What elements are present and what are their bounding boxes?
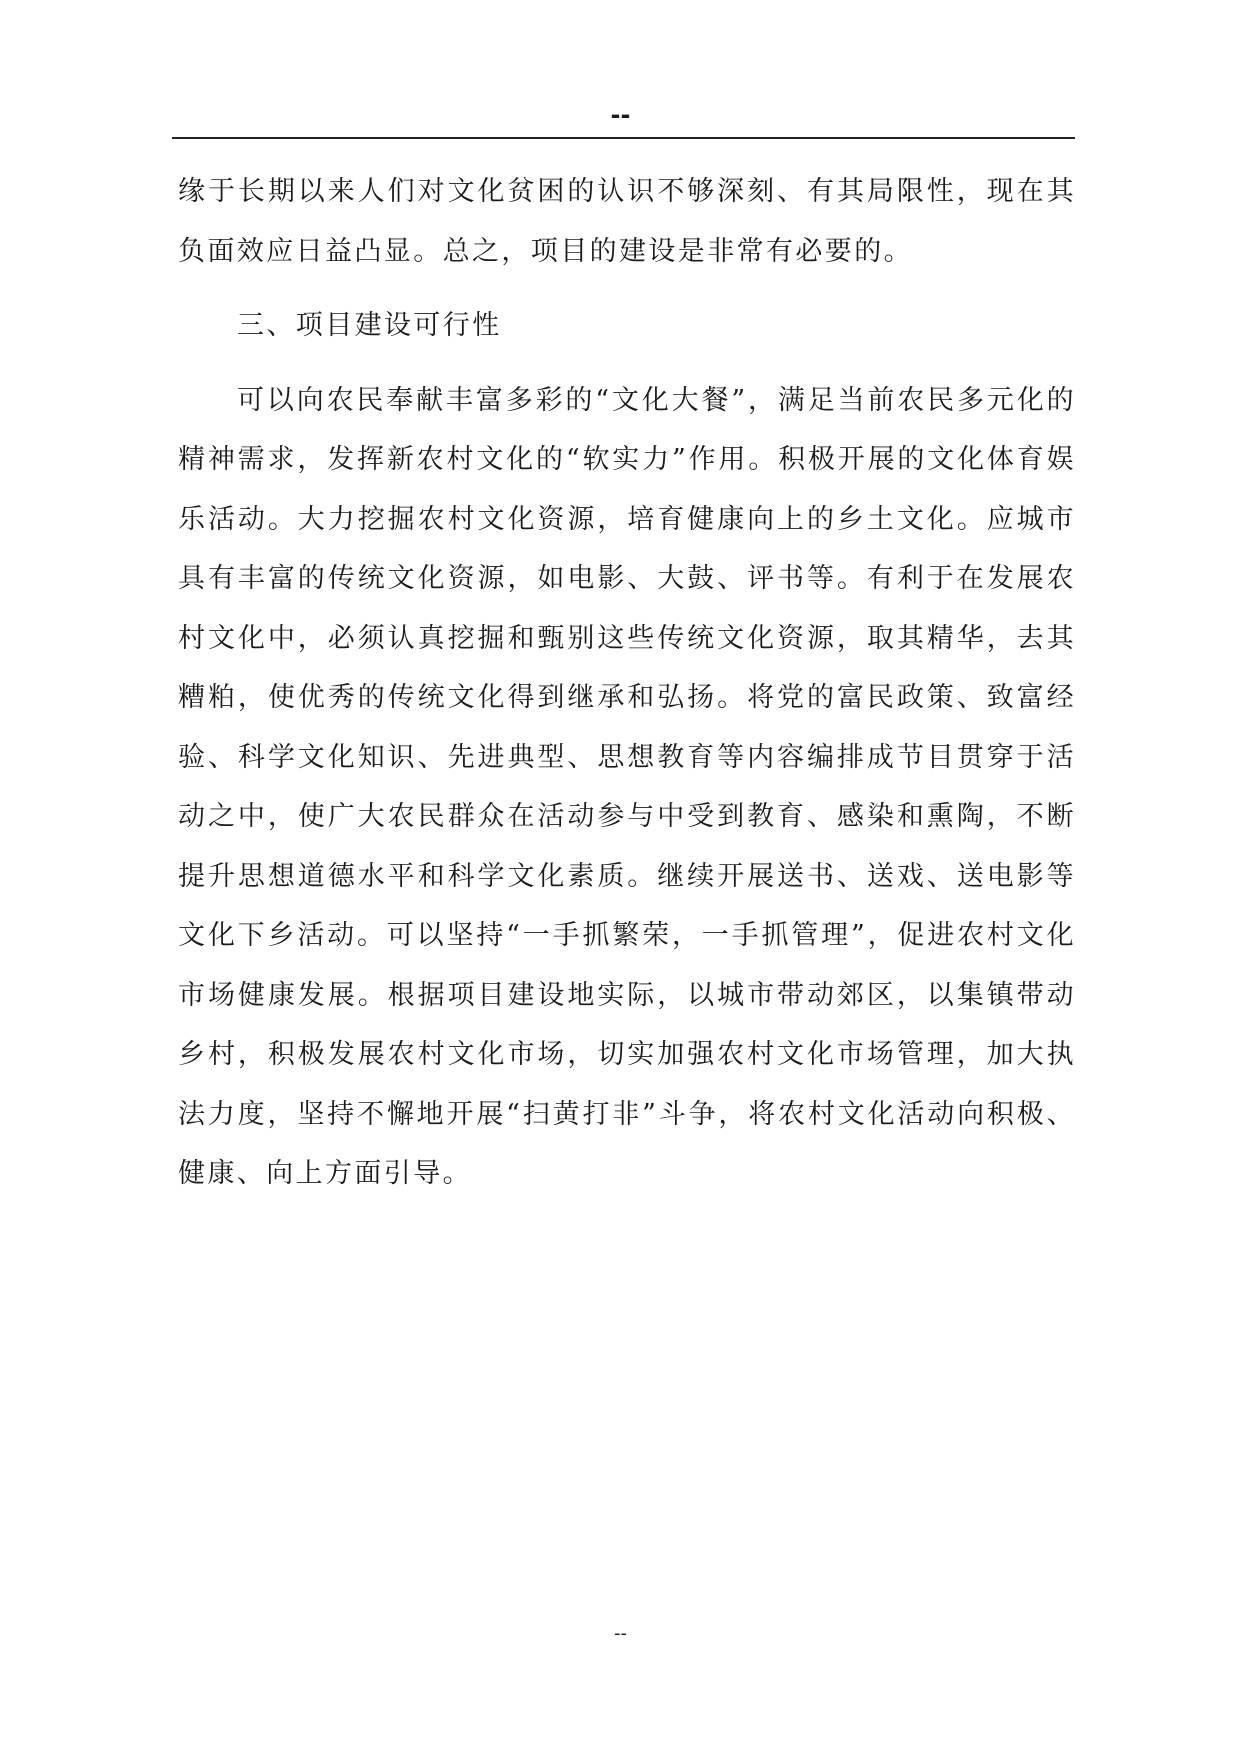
section-heading: 三、项目建设可行性 (237, 310, 502, 341)
paragraph-feasibility: 可以向农民奉献丰富多彩的“文化大餐”，满足当前农民多元化的精神需求，发挥新农村文化的“软实力”作用。积极开展的文化体育娱乐活动。大力挖掘农村文化资源，培育健康向上的乡土文化。应城市具有丰富的传统文化资源，如电影、大鼓、评书等。有利于在发展农村文化中，必须认真挖掘和甄别这些传统文化资源，取其精华，去其糟粕，使优秀的传统文化得到继承和弘扬。将党的富民政策、致富经验、科学文化知识、先进典型、思想教育等内容编排成节目贯穿于活动之中，使广大农民群众在活动参与中受到教育、感染和熏陶，不断提升思想道德水平和科学文化素质。继续开展送书、送戏、送电影等文化下乡活动。可以坚持“一手抓繁荣，一手抓管理”，促进农村文化市场健康发展。根据项目建设地实际，以城市带动郊区，以集镇带动乡村，积极发展农村文化市场，切实加强农村文化市场管理，加大执法力度，坚持不懈地开展“扫黄打非”斗争，将农村文化活动向积极、健康、向上方面引导。 (178, 384, 1076, 1189)
page-header-mark: -- (610, 101, 631, 129)
header-divider (172, 137, 1075, 139)
paragraph-continuation: 缘于长期以来人们对文化贫困的认识不够深刻、有其局限性，现在其负面效应日益凸显。总之，项目的建设是非常有必要的。 (178, 176, 1076, 267)
page-footer-mark: -- (614, 1623, 627, 1644)
document-body (178, 162, 1076, 1204)
